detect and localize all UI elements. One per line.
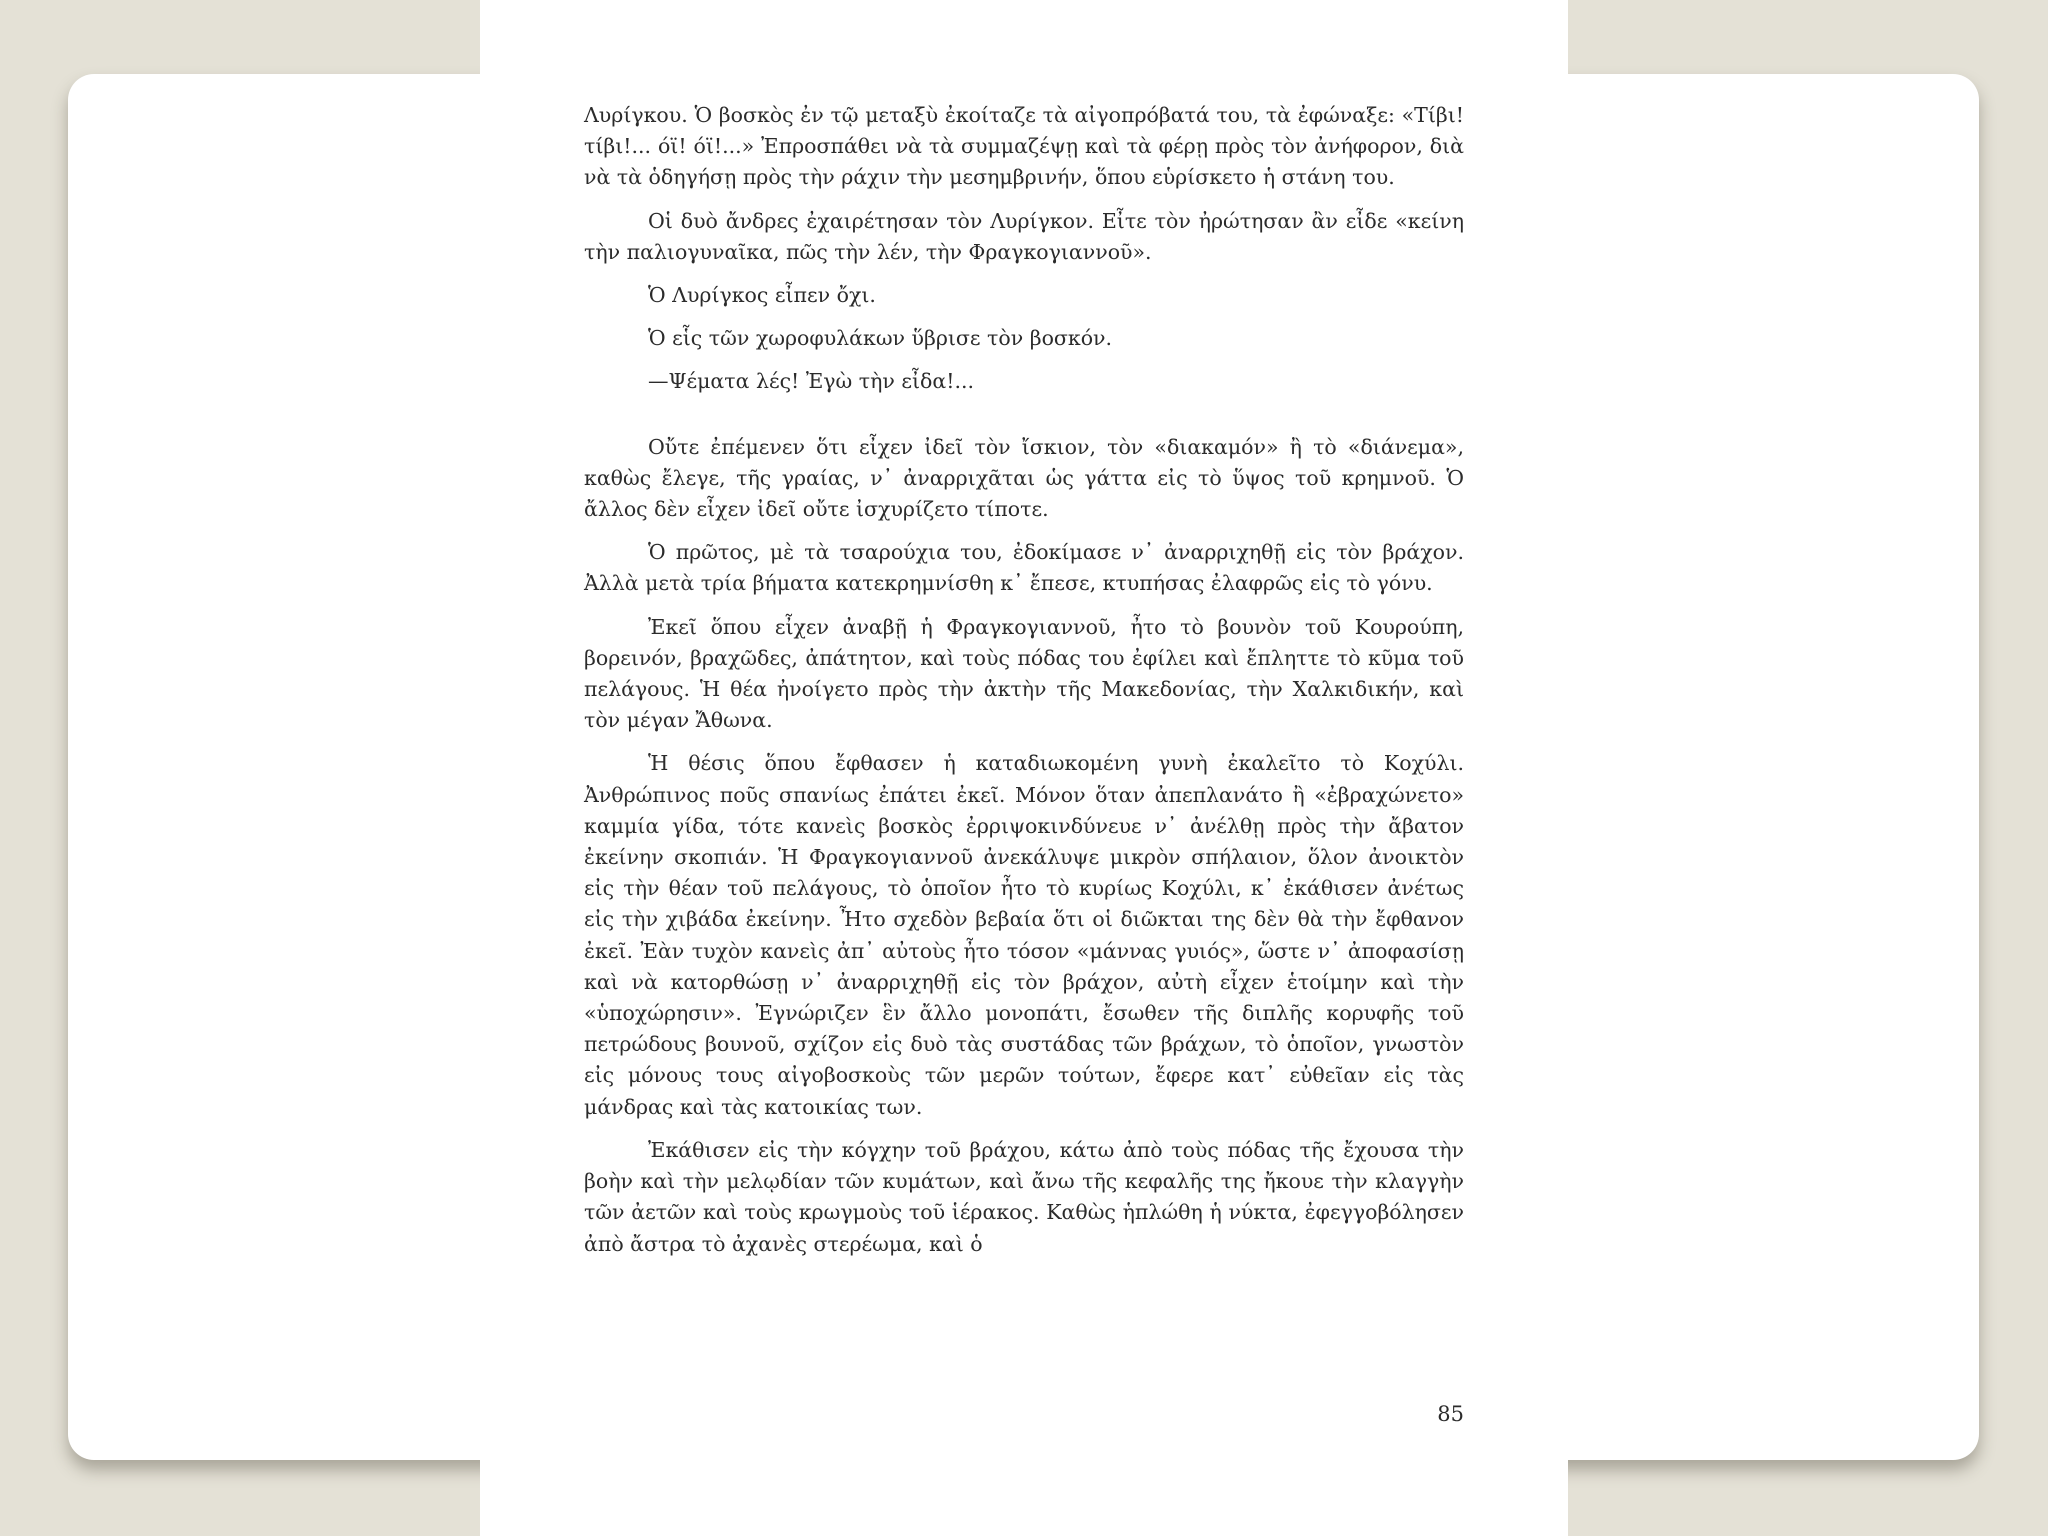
- paragraph-4: Ὁ εἷς τῶν χωροφυλάκων ὕβρισε τὸν βοσκόν.: [648, 326, 1113, 351]
- book-page: [480, 0, 1568, 1536]
- paragraph-10: Ἐκάθισεν εἰς τὴν κόγχην τοῦ βράχου, κάτω ἀπὸ τοὺς πόδας τῆς ἔχουσα τὴν βοὴν καὶ τὴν μελῳδίαν τῶν κυμάτων, καὶ ἄνω τῆς κεφαλῆς της ἤκουε τὴν κλαγγὴν τῶν ἀετῶν καὶ τοὺς κρωγμοὺς τοῦ ἱέρακος. Καθὼς ἡπλώθη ἡ νύκτα, ἐφεγγοβόλησεν ἀπὸ ἄστρα τὸ ἀχανὲς στερέωμα, καὶ ὁ: [584, 1137, 1464, 1256]
- paragraph-7: Ὁ πρῶτος, μὲ τὰ τσαρούχια του, ἐδοκίμασε ν᾽ ἀναρριχηθῇ εἰς τὸν βράχον. Ἀλλὰ μετὰ τρία βήματα κατεκρημνίσθη κ᾽ ἔπεσε, κτυπήσας ἐλαφρῶς εἰς τὸ γόνυ.: [584, 540, 1464, 596]
- paragraph-2: Οἱ δυὸ ἄνδρες ἐχαιρέτησαν τὸν Λυρίγκον. Εἶτε τὸν ἠρώτησαν ἂν εἶδε «κείνη τὴν παλιογυναῖκα, πῶς τὴν λέν, τὴν Φραγκογιαννοῦ».: [584, 208, 1464, 264]
- paragraph-1: Λυρίγκου. Ὁ βοσκὸς ἐν τῷ μεταξὺ ἐκοίταζε τὰ αἰγοπρόβατά του, τὰ ἐφώναξε: «Τίβι! τίβι!... όϊ! όϊ!...» Ἐπροσπάθει νὰ τὰ συμμαζέψῃ καὶ τὰ φέρῃ πρὸς τὸν ἀνήφορον, διὰ νὰ τὰ ὁδηγήσῃ πρὸς τὴν ράχιν τὴν μεσημβρινήν, ὅπου εὑρίσκετο ἡ στάνη του.: [584, 103, 1464, 190]
- paragraph-3: Ὁ Λυρίγκος εἶπεν ὄχι.: [648, 283, 876, 308]
- paragraph-6: Οὔτε ἐπέμενεν ὅτι εἶχεν ἰδεῖ τὸν ἴσκιον, τὸν «διακαμόν» ἢ τὸ «διάνεμα», καθὼς ἔλεγε, τῆς γραίας, ν᾽ ἀναρριχᾶται ὡς γάττα εἰς τὸ ὕψος τοῦ κρημνοῦ. Ὁ ἄλλος δὲν εἶχεν ἰδεῖ οὔτε ἰσχυρίζετο τίποτε.: [584, 434, 1464, 522]
- paragraph-9: Ἡ θέσις ὅπου ἔφθασεν ἡ καταδιωκομένη γυνὴ ἐκαλεῖτο τὸ Κοχύλι. Ἀνθρώπινος ποῦς σπανίως ἐπάτει ἐκεῖ. Μόνον ὅταν ἀπεπλανάτο ἢ «ἐβραχώνετο» καμμία γίδα, τότε κανεὶς βοσκὸς ἐρριψοκινδύνευε ν᾽ ἀνέλθῃ πρὸς τὴν ἄβατον ἐκείνην σκοπιάν. Ἡ Φραγκογιαννοῦ ἀνεκάλυψε μικρὸν σπήλαιον, ὅλον ἀνοικτὸν εἰς τὴν θέαν τοῦ πελάγους, τὸ ὁποῖον ἦτο τὸ κυρίως Κοχύλι, κ᾽ ἐκάθισεν ἀνέτως εἰς τὴν χιβάδα ἐκείνην. Ἦτο σχεδὸν βεβαία ὅτι οἱ διῶκται της δὲν θὰ τὴν ἔφθανον ἐκεῖ. Ἐὰν τυχὸν κανεὶς ἀπ᾽ αὐτοὺς ἦτο τόσον «μάννας γυιός», ὥστε ν᾽ ἀποφασίσῃ καὶ νὰ κατορθώσῃ ν᾽ ἀναρριχηθῇ εἰς τὸν βράχον, αὐτὴ εἶχεν ἑτοίμην καὶ τὴν «ὑποχώρησιν». Ἐγνώριζεν ἓν ἄλλο μονοπάτι, ἔσωθεν τῆς διπλῆς κορυφῆς τοῦ πετρώδους βουνοῦ, σχίζον εἰς δυὸ τὰς συστάδας τῶν βράχων, τὸ ὁποῖον, γνωστὸν εἰς μόνους τους αἰγοβοσκοὺς τῶν μερῶν τούτων, ἔφερε κατ᾽ εὐθεῖαν εἰς τὰς μάνδρας καὶ τὰς κατοικίας των.: [584, 751, 1464, 1119]
- page-text-block: [584, 100, 1464, 1272]
- paragraph-8: Ἐκεῖ ὅπου εἶχεν ἀναβῇ ἡ Φραγκογιαννοῦ, ἦτο τὸ βουνὸν τοῦ Κουρούπη, βορεινόν, βραχῶδες, ἀπάτητον, καὶ τοὺς πόδας του ἐφίλει καὶ ἔπληττε τὸ κῦμα τοῦ πελάγους. Ἡ θέα ἠνοίγετο πρὸς τὴν ἀκτὴν τῆς Μακεδονίας, τὴν Χαλκιδικήν, καὶ τὸν μέγαν Ἄθωνα.: [584, 614, 1464, 733]
- page-number: 85: [1437, 1402, 1464, 1426]
- paragraph-5-dialogue: —Ψέματα λές! Ἐγὼ τὴν εἶδα!...: [648, 369, 975, 394]
